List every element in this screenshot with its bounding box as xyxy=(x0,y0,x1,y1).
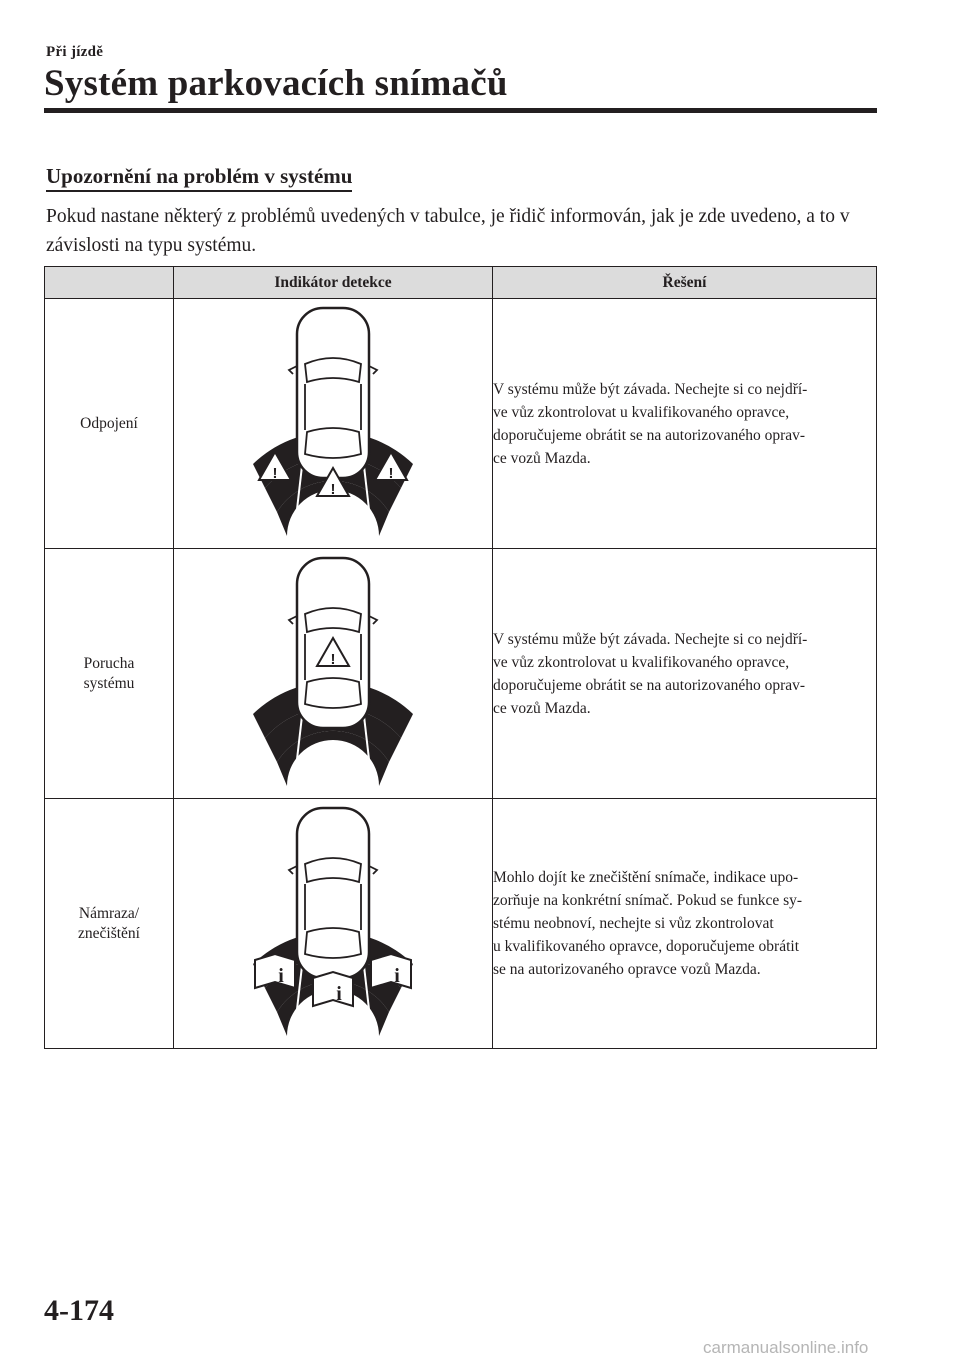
condition-label: Námraza/ znečištění xyxy=(78,904,140,942)
condition-cell xyxy=(45,799,174,1049)
solution-text: V systému může být závada. Nechejte si co nejdří- ve vůz zkontrolovat u kvalifikovaného opravce, doporučujeme obrátit se na autorizovaného oprav- ce vozů Mazda. xyxy=(493,630,808,717)
svg-text:i: i xyxy=(278,964,284,987)
svg-text:!: ! xyxy=(330,650,336,668)
page-number: 4-174 xyxy=(44,1294,114,1327)
header-condition xyxy=(45,267,174,299)
table-header-row xyxy=(45,267,877,299)
header-solution: Řešení xyxy=(493,267,877,299)
solution-text: V systému může být závada. Nechejte si co nejdří- ve vůz zkontrolovat u kvalifikovaného opravce, doporučujeme obrátit se na autorizovaného oprav- ce vozů Mazda. xyxy=(493,380,808,467)
table-row xyxy=(45,299,877,549)
condition-cell xyxy=(45,549,174,799)
indicator-cell xyxy=(174,549,493,799)
watermark: carmanualsonline.info xyxy=(703,1338,869,1357)
breadcrumb: Při jízdě xyxy=(46,44,104,60)
section-heading-text: Upozornění na problém v systému xyxy=(46,164,352,192)
svg-text:!: ! xyxy=(388,464,394,482)
solution-cell xyxy=(493,299,877,549)
section-heading xyxy=(46,164,352,189)
table-row xyxy=(45,549,877,799)
header-indicator: Indikátor detekce xyxy=(174,267,493,299)
svg-text:i: i xyxy=(336,982,342,1005)
title-rule xyxy=(44,108,877,113)
page-title: Systém parkovacích snímačů xyxy=(44,63,508,104)
solution-cell xyxy=(493,799,877,1049)
intro-paragraph: Pokud nastane některý z problémů uvedených v tabulce, je řidič informován, jak je zde uvedeno, a to v závislosti na typu systému. xyxy=(46,206,850,256)
car-rear-sensors-triple-warning-icon xyxy=(243,304,423,544)
solution-cell xyxy=(493,549,877,799)
condition-label: Porucha systému xyxy=(83,654,135,692)
indicator-cell xyxy=(174,299,493,549)
svg-text:i: i xyxy=(394,964,400,987)
condition-cell xyxy=(45,299,174,549)
condition-label: Odpojení xyxy=(80,414,138,432)
car-single-warning-icon xyxy=(243,554,423,794)
car-rear-sensors-manual-info-icon xyxy=(243,804,423,1044)
issues-table xyxy=(44,266,877,1049)
svg-text:!: ! xyxy=(272,464,278,482)
solution-text: Mohlo dojít ke znečištění snímače, indikace upo- zorňuje na konkrétní snímač. Pokud se funkce sy- stému neobnoví, nechejte si vůz zkontrolovat u kvalifikovaného opravce, doporučujeme obrátit se na autorizovaného opravce vozů Mazda. xyxy=(493,869,803,978)
svg-text:!: ! xyxy=(330,480,336,498)
indicator-cell xyxy=(174,799,493,1049)
table-row xyxy=(45,799,877,1049)
